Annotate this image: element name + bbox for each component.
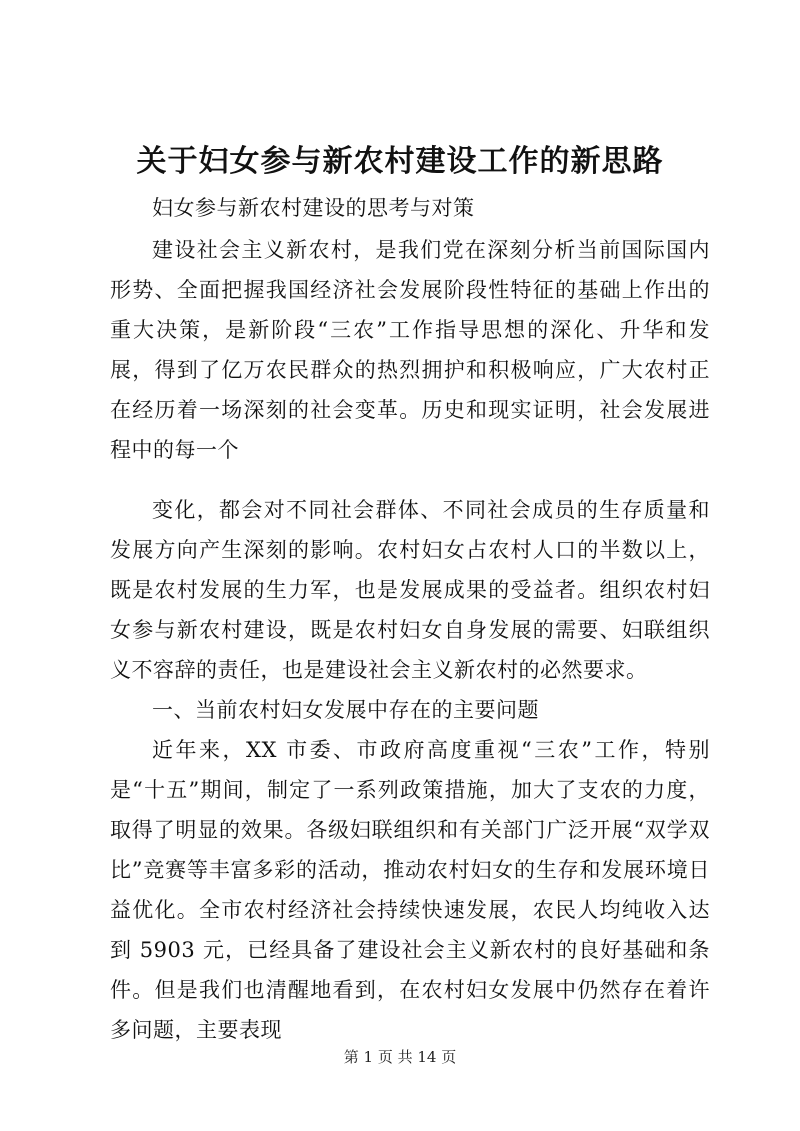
document-body	[110, 188, 710, 1050]
page-number-footer: 第 1 页 共 14 页	[343, 1048, 457, 1066]
section-heading: 一、当前农村妇女发展中存在的主要问题	[152, 698, 539, 722]
paragraph-intro: 建设社会主义新农村，是我们党在深刻分析当前国际国内形势、全面把握我国经济社会发展阶段性特征的基础上作出的重大决策，是新阶段“三农”工作指导思想的深化、升华和发展，得到了亿万农民群众的热烈拥护和积极响应，广大农村正在经历着一场深刻的社会变革。历史和现实证明，社会发展进程中的每一个	[110, 238, 710, 462]
document-title: 关于妇女参与新农村建设工作的新思路	[136, 144, 664, 179]
paragraph-section-one: 近年来，XX 市委、市政府高度重视“三农”工作，特别是“十五”期间，制定了一系列政策措施，加大了支农的力度，取得了明显的效果。各级妇联组织和有关部门广泛开展“双学双比”竞赛等丰富多彩的活动，推动农村妇女的生存和发展环境日益优化。全市农村经济社会持续快速发展，农民人均纯收入达到 5903 元，已经具备了建设社会主义新农村的良好基础和条件。但是我们也清醒地看到，在农村妇女发展中仍然存在着许多问题，主要表现	[110, 738, 710, 1042]
paragraph-continuation: 变化，都会对不同社会群体、不同社会成员的生存质量和发展方向产生深刻的影响。农村妇女占农村人口的半数以上，既是农村发展的生力军，也是发展成果的受益者。组织农村妇女参与新农村建设，既是农村妇女自身发展的需要、妇联组织义不容辞的责任，也是建设社会主义新农村的必然要求。	[110, 498, 710, 682]
document-subtitle: 妇女参与新农村建设的思考与对策	[152, 196, 475, 220]
